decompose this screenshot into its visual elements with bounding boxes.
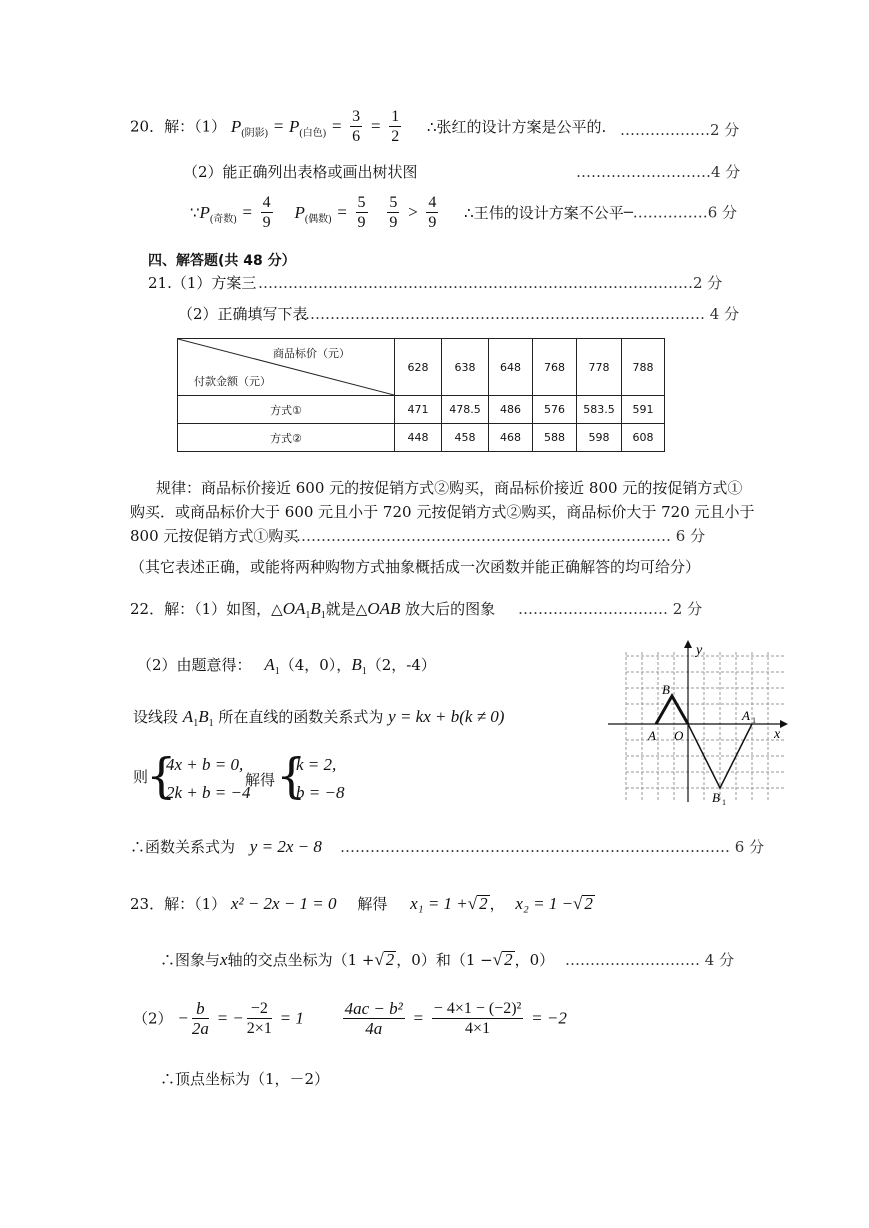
table-cell: 583.5 <box>577 396 622 424</box>
point-b1-sub: 1 <box>722 798 726 807</box>
greater-than: > <box>407 202 419 222</box>
vertex-x-result: = 1 <box>279 1008 304 1028</box>
table-cell: 591 <box>622 396 665 424</box>
point-a1-label: A <box>742 708 750 723</box>
solution-eq1: k = 2, <box>296 755 337 774</box>
q22-line2: （2）由题意得： $A_1(4$，0），$B_1(2$，-4） <box>137 655 436 677</box>
q23-score-1: ……………………… 4 分 <box>565 951 735 969</box>
q22-line3: 设线段 $A_1B_1$ 所在直线的函数关系式为 y = kx + b(k ≠ 0) <box>133 707 505 729</box>
p-shadow: $P_{(阴影)}$ <box>230 116 268 139</box>
p-odd-sub: (奇数) <box>209 213 237 225</box>
sqrt-2: 2 <box>479 894 488 913</box>
fraction-vertex-y: $\frac{\text{4ac − b²}}{4a}$ <box>344 999 403 1038</box>
q21-rule-line3: 800 元按促销方式①购买 <box>130 527 299 545</box>
q21-line1: 21.（1）方案三 <box>148 274 257 292</box>
q21-score-1: ……………………………………………………………………………2 分 <box>258 274 723 292</box>
system-prefix: 则 <box>133 768 149 786</box>
diagonal-header-cell <box>178 339 395 396</box>
price-cell: 648 <box>489 339 533 396</box>
axis-x-label: x <box>774 727 781 742</box>
price-cell: 628 <box>395 339 442 396</box>
fraction-4-9: $\frac{4}{9}$ <box>262 194 271 231</box>
q23-line4: ∴顶点坐标为（1，－2） <box>160 1070 330 1088</box>
table-cell: 468 <box>489 424 533 452</box>
triangle-oab <box>656 696 688 724</box>
axis-y-label: y <box>696 643 703 658</box>
table-cell: 458 <box>442 424 489 452</box>
p-shadow-sub: (阴影) <box>241 127 268 139</box>
q23-line2-mid2: ，0）和（1 − <box>396 951 493 969</box>
q21-score-3: ………………………………………………………………… 6 分 <box>296 527 706 545</box>
root-x2: x₂ = 1 − <box>515 894 574 913</box>
table-cell: 471 <box>395 396 442 424</box>
table-cell: 576 <box>533 396 577 424</box>
q20-conclusion-3: ∴王伟的设计方案不公平 <box>464 203 624 222</box>
q22-suffix: 放大后的图象 <box>405 600 496 618</box>
q23-line1: 23．解：（1） x² − 2x − 1 = 0 解得 x₁ = 1 +√ 2 ， x₂ = 1 −√ 2 <box>130 894 593 913</box>
q20-conclusion-1: ∴张红的设计方案是公平的. <box>426 117 607 136</box>
q20-score-2: ………………………4 分 <box>576 163 741 181</box>
quadratic-equation: x² − 2x − 1 = 0 <box>230 894 337 913</box>
brace-right: { <box>276 748 307 804</box>
system-eq2: 2k + b = −4 <box>166 783 251 802</box>
p-even-sub: (偶数) <box>304 213 332 225</box>
sqrt-2: 2 <box>504 950 513 969</box>
row-label: 方式② <box>178 424 395 452</box>
table-cell: 478.5 <box>442 396 489 424</box>
q22-mid: 就是 <box>325 600 356 618</box>
y-axis-arrow <box>684 640 692 648</box>
q20-prefix: 20．解：（1） <box>130 117 227 136</box>
origin-label: O <box>674 728 684 743</box>
point-b-label: B <box>662 682 670 697</box>
table-row <box>178 424 665 452</box>
b1-coord: （2，-4） <box>366 656 436 674</box>
q23-line2-end: ，0） <box>514 951 555 969</box>
fraction-1-2: $\frac{1}{2}$ <box>391 108 400 145</box>
q23-line2-prefix: ∴图象与 <box>160 951 221 969</box>
because-symbol: ∵ <box>190 203 200 222</box>
coordinate-graph <box>608 638 794 810</box>
q22-score-2: …………………………………………………………………… 6 分 <box>340 838 765 856</box>
q23-prefix: 23．解：（1） <box>130 895 227 913</box>
q22-line5-prefix: ∴函数关系式为 <box>130 838 236 856</box>
price-cell: 638 <box>442 339 489 396</box>
fraction-5-9-cmp: $\frac{5}{9}$ <box>389 194 398 231</box>
solution-eq2: b = −8 <box>296 783 345 802</box>
price-table <box>177 338 665 452</box>
fraction-4-9-cmp: $\frac{4}{9}$ <box>428 194 437 231</box>
q22-line1: 22．解：（1）如图，$\triangle OA_1B_1$就是△OAB 放大后的图象 <box>130 599 496 621</box>
header-price-label: 商品标价（元） <box>273 347 350 360</box>
q23-x-var: x <box>220 950 228 969</box>
system-eq1: 4x + b = 0, <box>166 755 244 774</box>
p-white-sub: (白色) <box>299 127 327 139</box>
q23-line2: ∴图象与x轴的交点坐标为（1 +√ 2 ，0）和（1 −√ 2 ，0） <box>160 950 555 969</box>
vertex-y-result: = −2 <box>531 1008 567 1028</box>
q20-line2: （2）能正确列出表格或画出树状图 <box>183 163 418 181</box>
table-cell: 448 <box>395 424 442 452</box>
q22-score-1: ………………………… 2 分 <box>518 600 703 618</box>
price-cell: 768 <box>533 339 577 396</box>
solve-label: 解得 <box>245 771 276 789</box>
q22-line3-mid: 所在直线的函数关系式为 <box>218 708 384 726</box>
header-payment-label: 付款金额（元） <box>194 375 271 388</box>
row-label: 方式① <box>178 396 395 424</box>
q21-rule-line1: 规律：商品标价接近 600 元的按促销方式②购买，商品标价接近 800 元的按促销方式① <box>156 479 743 497</box>
table-cell: 598 <box>577 424 622 452</box>
sqrt-2: 2 <box>385 950 395 969</box>
table-header-row <box>178 339 665 396</box>
fraction-3-6: $\frac{3}{6}$ <box>352 108 361 145</box>
q20-score-3: ─……………6 分 <box>623 203 738 222</box>
brace-left: { <box>146 748 177 804</box>
q22-prefix: 22．解：（1）如图， <box>130 600 272 618</box>
q20-line1: 20．解：（1） $P_{(阴影)} = P_{(白色)}$ = $\frac{3}{6}$ = $\frac{1}{2}$ ∴张红的设计方案是公平的. <box>130 108 607 145</box>
table-cell: 588 <box>533 424 577 452</box>
a1-coord: （4，0）， <box>279 656 352 674</box>
final-formula: y = 2x − 8 <box>249 837 322 856</box>
fraction-neg2-2x1: $\frac{-2}{2\times 1}$ <box>246 1000 272 1037</box>
root-x1: x₁ = 1 + <box>410 894 468 913</box>
q22-line3-prefix: 设线段 <box>133 708 179 726</box>
fraction-b-2a: $\frac{b}{2a}$ <box>191 999 209 1038</box>
q22-line5 <box>130 836 322 857</box>
table-cell: 486 <box>489 396 533 424</box>
x-axis-arrow <box>780 720 788 728</box>
q20-line3: $\because P_{(奇数)}$ = $\frac{4}{9}$ $P_{(偶数)}$ = $\frac{5}{9}$ $\frac{5}{9}$ > $\frac{4}{9}$ ∴王伟的设计方案不公平─……………6 分 <box>190 194 738 231</box>
p-white: $P_{(白色)}$ <box>289 116 327 139</box>
price-cell: 788 <box>622 339 665 396</box>
price-cell: 778 <box>577 339 622 396</box>
point-a-label: A <box>648 728 656 743</box>
fraction-5-9: $\frac{5}{9}$ <box>357 194 366 231</box>
q20-score-1: ………………2 分 <box>620 121 740 139</box>
table-cell: 608 <box>622 424 665 452</box>
q23-solve: 解得 <box>357 895 388 913</box>
q21-rule-line2: 购买．或商品标价大于 600 元且小于 720 元按促销方式②购买，商品标价大于 720 元且小于 <box>130 503 755 521</box>
sqrt-2: 2 <box>584 894 593 913</box>
fraction-vertex-y-calc: $\frac{\text{− 4×1 − (−2)²}}{4\times 1}$ <box>433 1000 522 1037</box>
q21-score-2: ……………………………………………………………………… 4 分 <box>300 305 740 323</box>
q23-line3-prefix: （2） <box>133 1009 173 1028</box>
point-a1-sub: 1 <box>752 716 756 725</box>
q21-line2: （2）正确填写下表 <box>178 305 308 323</box>
q23-line3: （2） − $\frac{b}{2a}$ = − $\frac{-2}{2\times 1}$ = 1 $\frac{\text{4ac − b²}}{4a}$ = $\frac{\text{− 4×1 − (−2)²}}{4\times 1}$ = −2 <box>133 999 567 1038</box>
table-row <box>178 396 665 424</box>
section-heading: 四、解答题(共 48 分） <box>148 253 296 269</box>
q21-note: （其它表述正确，或能将两种购物方式抽象概括成一次函数并能正确解答的均可给分） <box>130 558 701 576</box>
q22-line2-prefix: （2）由题意得： <box>137 656 252 674</box>
q23-line2-mid: 轴的交点坐标为（1 + <box>227 951 375 969</box>
point-b1-label: B <box>712 790 720 805</box>
